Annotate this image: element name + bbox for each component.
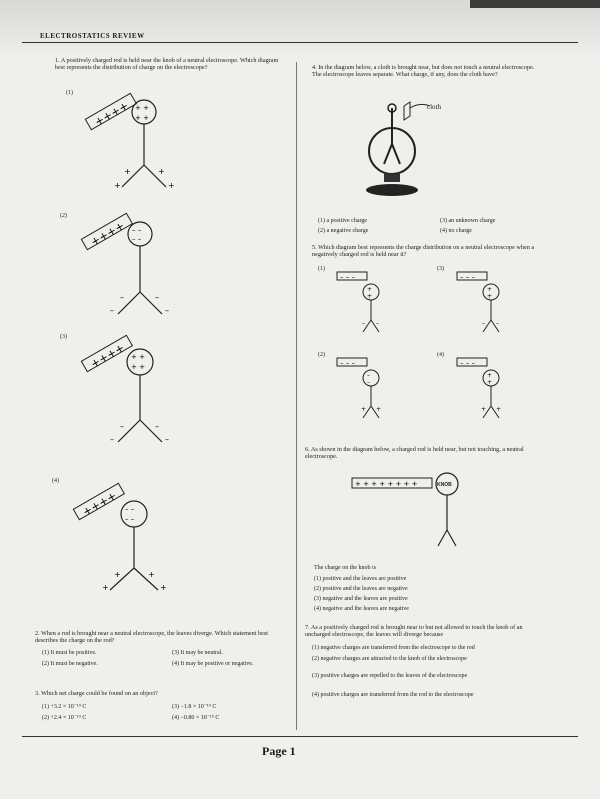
svg-text:++++: ++++ <box>88 219 127 249</box>
svg-text:– –: – – <box>132 235 142 243</box>
q1-diagram-3 <box>78 332 188 452</box>
svg-text:+: + <box>148 570 155 579</box>
svg-text:– –: – – <box>125 515 135 523</box>
q2-choice-2: (2) It must be negative. <box>42 661 98 667</box>
q6-choice-2: (2) positive and the leaves are negative <box>314 586 408 592</box>
q2-text: 2. When a rod is brought near a neutral electroscope, the leaves diverge. Which statement best describes the charge on the rod? <box>35 630 268 645</box>
q6-choice-3: (3) negative and the leaves are positive <box>314 596 408 602</box>
svg-text:–: – <box>110 435 114 444</box>
page-shadow <box>0 0 600 60</box>
svg-text:–: – <box>362 320 365 327</box>
svg-text:+: + <box>376 406 382 413</box>
q5-diagram-3 <box>455 270 515 342</box>
svg-text:– – –: – – – <box>340 359 355 367</box>
svg-text:+: + <box>124 167 131 176</box>
svg-text:++++: ++++ <box>92 99 131 129</box>
q1-diagram-2 <box>78 210 188 320</box>
q3-text: 3. Which net charge could be found on an object? <box>35 690 158 697</box>
q1-diagram-4 <box>70 480 190 595</box>
svg-text:–: – <box>155 422 159 431</box>
svg-text:+: + <box>496 406 502 413</box>
q4-text: 4. In the diagram below, a cloth is brought near, but does not touch a neutral electroscope. The electroscope leaves separate. What charge, if any, does the cloth have? <box>312 64 535 79</box>
page-number: Page 1 <box>262 744 296 758</box>
q3-choice-3: (3) −1.8 × 10⁻¹⁹ C <box>172 704 217 710</box>
q5-label-1: (1) <box>318 266 325 272</box>
svg-text:–: – <box>496 320 499 327</box>
q6-stem: The charge on the knob is <box>314 565 377 571</box>
svg-text:+: + <box>158 167 165 176</box>
q7-choice-2: (2) negative charges are attracted to the knob of the electroscope <box>312 656 467 662</box>
q3-choice-2: (2) +2.4 × 10⁻¹⁹ C <box>42 715 87 721</box>
svg-text:+: + <box>367 286 373 293</box>
svg-text:++++: ++++ <box>88 341 127 371</box>
svg-text:– –: – – <box>132 226 142 234</box>
q7-choice-1: (1) negative charges are transferred from the electroscope to the rod <box>312 645 475 651</box>
svg-text:– – –: – – – <box>340 273 355 281</box>
svg-text:–: – <box>120 293 124 302</box>
q2-choice-4: (4) It may be positive or negative. <box>172 661 254 667</box>
svg-text:– –: – – <box>125 505 135 513</box>
svg-text:+: + <box>481 406 487 413</box>
q4-choice-3: (3) an unknown charge <box>440 218 496 224</box>
svg-text:+ +: + + <box>131 353 145 361</box>
svg-text:–: – <box>120 422 124 431</box>
q1-label-3: (3) <box>60 334 67 340</box>
svg-text:–: – <box>367 372 370 379</box>
q5-label-3: (3) <box>437 266 444 272</box>
svg-text:+: + <box>361 406 367 413</box>
q7-choice-4: (4) positive charges are transferred from the rod to the electroscope <box>312 692 474 698</box>
q2-choice-3: (3) It may be neutral. <box>172 650 223 656</box>
q6-choice-4: (4) negative and the leaves are negative <box>314 606 409 612</box>
svg-text:–: – <box>110 306 114 315</box>
svg-text:–: – <box>376 320 379 327</box>
background-edge <box>470 0 600 8</box>
svg-text:+: + <box>487 379 493 386</box>
q6-diagram <box>350 472 470 552</box>
svg-text:+ +: + + <box>131 363 145 371</box>
svg-text:–: – <box>482 320 485 327</box>
svg-text:+: + <box>367 293 373 300</box>
q5-text: 5. Which diagram best represents the charge distribution on a neutral electroscope when a negatively charged rod is held near it? <box>312 244 535 259</box>
q1-label-4: (4) <box>52 478 59 484</box>
q7-choice-3: (3) positive charges are repelled to the leaves of the electroscope <box>312 673 468 679</box>
q4-choice-2: (2) a negative charge <box>318 228 369 234</box>
q1-label-2: (2) <box>60 213 67 219</box>
svg-text:+: + <box>114 181 121 190</box>
q5-diagram-4 <box>455 356 515 428</box>
q4-choice-4: (4) no charge <box>440 228 472 234</box>
svg-text:+ + + + + + + +: + + + + + + + + <box>355 480 418 488</box>
q5-label-2: (2) <box>318 352 325 358</box>
q4-cloth-label: cloth <box>427 103 441 111</box>
q2-choice-1: (1) It must be positive. <box>42 650 97 656</box>
q4-electroscope-diagram <box>350 98 480 210</box>
q7-text: 7. As a positively charged rod is brought near to but not allowed to touch the knob of an uncharged electroscope, the leaves will diverge because <box>305 624 523 639</box>
header-rule <box>22 42 578 43</box>
svg-text:+: + <box>160 583 167 592</box>
svg-text:+: + <box>487 293 493 300</box>
q6-choice-1: (1) positive and the leaves are positive <box>314 576 407 582</box>
q5-diagram-2 <box>335 356 395 428</box>
svg-text:+ +: + + <box>135 114 149 122</box>
q6-knob-label: KNOB <box>437 482 452 488</box>
q4-choice-1: (1) a positive charge <box>318 218 368 224</box>
q3-choice-4: (4) −0.80 × 10⁻¹⁹ C <box>172 715 220 721</box>
svg-text:– – –: – – – <box>460 273 475 281</box>
svg-text:– – –: – – – <box>460 359 475 367</box>
svg-text:++++: ++++ <box>80 489 119 519</box>
q1-label-1: (1) <box>66 90 73 96</box>
svg-text:+: + <box>487 372 493 379</box>
q3-choice-1: (1) +3.2 × 10⁻¹⁹ C <box>42 704 87 710</box>
svg-text:+: + <box>168 181 175 190</box>
page-header: ELECTROSTATICS REVIEW <box>40 32 145 40</box>
column-divider <box>296 62 297 730</box>
svg-text:–: – <box>165 306 169 315</box>
q6-text: 6. As shown in the diagram below, a charged rod is held near, but not touching, a neutral electroscope. <box>305 446 524 461</box>
q5-diagram-1 <box>335 270 395 342</box>
svg-text:–: – <box>165 435 169 444</box>
svg-text:+: + <box>487 286 493 293</box>
svg-text:–: – <box>367 379 370 386</box>
svg-text:+ +: + + <box>135 104 149 112</box>
svg-text:+: + <box>102 583 109 592</box>
footer-rule <box>22 736 578 737</box>
q1-text: 1. A positively charged rod is held near the knob of a neutral electroscope. Which diagram best represents the distribution of charge on the electroscope? <box>55 57 279 72</box>
q1-diagram-1 <box>80 90 190 200</box>
q5-label-4: (4) <box>437 352 444 358</box>
svg-text:–: – <box>155 293 159 302</box>
svg-text:+: + <box>114 570 121 579</box>
